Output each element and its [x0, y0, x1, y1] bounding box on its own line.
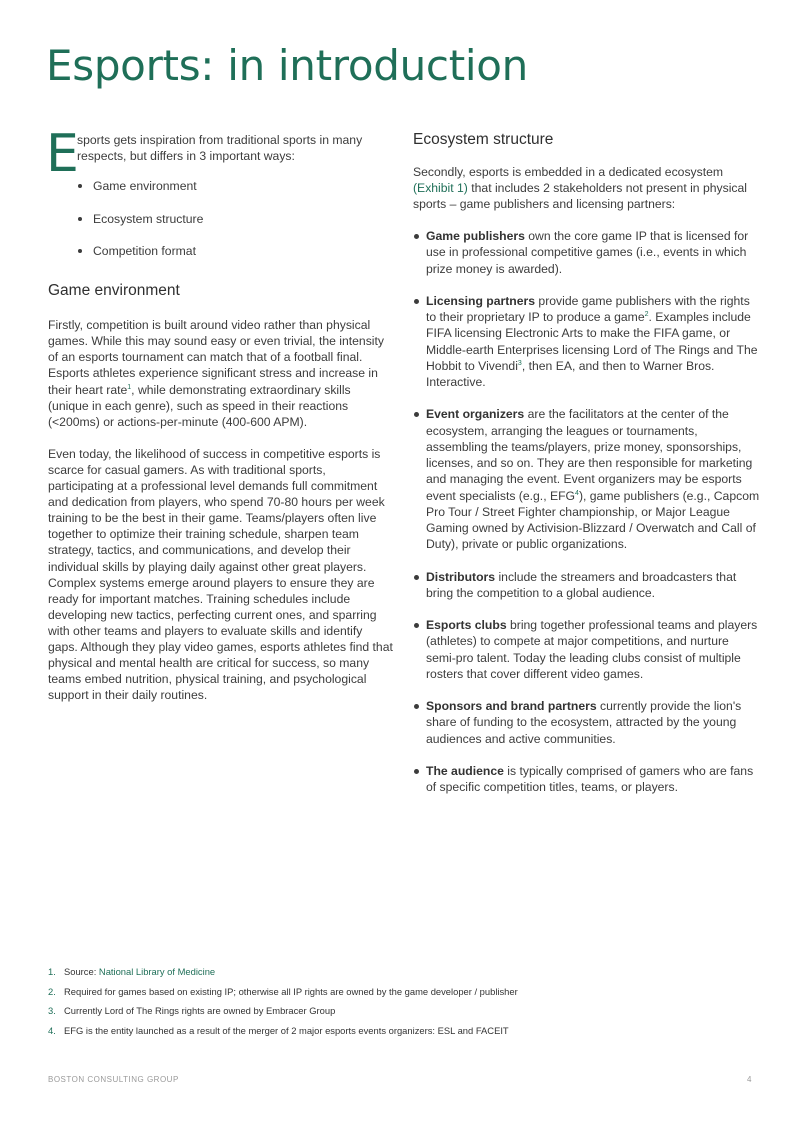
- list-item-esports-clubs: Esports clubs bring together professional teams and players (athletes) to compete at major competitions, and nurture semi-pro talent. Today the leading clubs consist of multiple rosters that cover different video games.: [413, 617, 761, 682]
- footnote-ref[interactable]: 2: [644, 311, 649, 319]
- footnote: 3. Currently Lord of The Rings rights are owned by Embracer Group: [48, 1005, 336, 1016]
- drop-cap: E: [46, 124, 79, 184]
- section-heading-game-environment: Game environment: [48, 282, 180, 300]
- footnote-ref[interactable]: 3: [517, 359, 522, 367]
- list-item-sponsors: Sponsors and brand partners currently provide the lion's share of funding to the ecosystem, attracted by the young audiences and active communities.: [413, 698, 761, 747]
- page-title: Esports: in introduction: [46, 41, 528, 90]
- footnotes: [48, 965, 768, 1043]
- list-item-audience: The audience is typically comprised of gamers who are fans of specific competition titles, teams, or players.: [413, 763, 761, 795]
- list-item-game-publishers: Game publishers own the core game IP that is licensed for use in professional competitive games (i.e., events in which prize money is awarded).: [413, 228, 761, 277]
- footer-org: BOSTON CONSULTING GROUP: [48, 1075, 179, 1084]
- footnote-ref[interactable]: 1: [127, 383, 132, 391]
- intro-paragraph: [46, 124, 393, 184]
- footnote: 1. Source: National Library of Medicine: [48, 966, 216, 977]
- exhibit-link[interactable]: (Exhibit 1): [413, 181, 468, 196]
- list-item-licensing-partners: Licensing partners provide game publishers with the rights to their proprietary IP to produce a game$^2$. Examples include FIFA licensing Electronic Arts to make the FIFA game, or Middle-earth Enterprises licensing Lord of The Rings and The Hobbit to Vivendi$^3$, then EA, and then to Warner Bros. Interactive.: [413, 293, 761, 390]
- section-heading-ecosystem: Ecosystem structure: [413, 131, 554, 148]
- stakeholder-list: [413, 228, 761, 795]
- list-item: Game environment: [48, 178, 393, 194]
- list-item-distributors: Distributors include the streamers and broadcasters that bring the competition to a global audience.: [413, 569, 761, 601]
- intro-list: [48, 178, 393, 259]
- list-item: Ecosystem structure: [48, 211, 393, 227]
- footnote-ref[interactable]: 4: [575, 489, 579, 497]
- footnote: 4. EFG is the entity launched as a result of the merger of 2 major esports events organizers: ESL and FACEIT: [48, 1024, 509, 1036]
- page-footer: [48, 1075, 752, 1084]
- page-number: 4: [747, 1075, 752, 1084]
- source-link[interactable]: National Library of Medicine: [98, 966, 216, 977]
- list-item: Competition format: [48, 243, 393, 259]
- list-item-event-organizers: Event organizers are the facilitators at the center of the ecosystem, arranging the leagues or tournaments, assembling the teams/players, prize money, sponsorships, licenses, and so on. They are then responsible for marketing and managing the event. Event organizers may be esports event specialists (e.g., EFG$^4$), game publishers (e.g., Capcom Pro Tour / Street Fighter championship, or Major League Gaming owned by Activision-Blizzard / Overwatch and Call of Duty), private or public organizations.: [413, 406, 761, 552]
- intro-text: sports gets inspiration from traditional sports in many respects, but differs in 3 important ways:: [77, 133, 363, 164]
- game-env-paragraph-2: Even today, the likelihood of success in competitive esports is scarce for casual gamers. As with traditional sports, participating at a professional level demands full commitment and dedication from players, who spend 70-80 hours per week training to be the best in their game. Teams/players often live together to optimize their training schedule, sharpen team strategy, tactics, and communications, and develop their individual skills by playing daily against other great players. Complex systems emerge around players to ensure they are ready for important matches. Training schedules include developing new tactics, perfecting current ones, and sparring with other teams and players to evaluate skills and identify gaps. Although they play video games, esports athletes find that physical and mental health are critical for success, so many teams embed nutrition, physical training, and psychological support in their daily routines.: [48, 446, 393, 703]
- footnote: 2. Required for games based on existing IP; otherwise all IP rights are owned by the game developer / publisher: [48, 985, 518, 997]
- left-column: [46, 124, 393, 703]
- right-column: [413, 130, 761, 811]
- ecosystem-intro: Secondly, esports is embedded in a dedicated ecosystem (Exhibit 1) that includes 2 stakeholders not present in physical sports – game publishers and licensing partners:: [413, 165, 747, 212]
- game-env-paragraph-1: Firstly, competition is built around video rather than physical games. While this may sound easy or even trivial, the intensity of an esports tournament can match that of a football final. Esports athletes experience significant stress and increase in their heart rate$^1$, while demonstrating extraordinary skills (unique in each genre), such as speed in their reactions (<200ms) or actions-per-minute (400-600 APM).: [48, 318, 384, 429]
